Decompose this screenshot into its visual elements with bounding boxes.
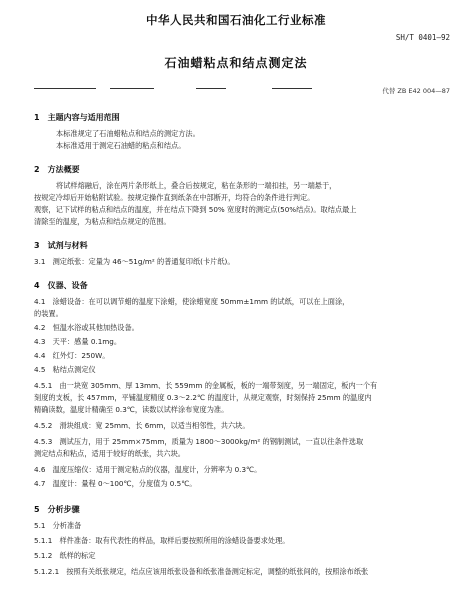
paragraph: 4.6 温度压缩仪：适用于测定粘点的仪器，温度计，分辨率为 0.3℃。 [34,465,262,474]
paragraph: 5.1.2.1 按照有关纸张规定，结点应该用纸张设备和纸张准备测定标定，调整的纸张间的，按照涂布纸张 [34,567,369,576]
paragraph: 5.1.2 纸样的标定 [34,551,96,560]
section-heading: 3 试剂与材料 [34,241,88,250]
paragraph: 4.4 红外灯：250W。 [34,351,110,360]
paragraph: 4.1 涂蜡设备：在可以调节蜡的温度下涂蜡，使涂蜡宽度 50mm±1mm 的试纸，可以在上面涂， [34,297,350,306]
paragraph: 清除至的温度，为粘点和结点规定的范围。 [34,217,171,226]
paragraph: 将试样熔融后，涂在两片条形纸上，叠合后按规定，粘在条形的一端扣挂，另一端悬于， [56,181,337,190]
header-rule-mid [196,88,226,89]
standard-org-title: 中华人民共和国石油化工行业标准 [146,13,326,27]
paragraph: 测定结点和粘点，适用于较好的纸张，共六块。 [34,449,185,458]
header-rule-mid-right [272,88,312,89]
paragraph: 的装置。 [34,309,63,318]
section-heading: 4 仪器、设备 [34,281,88,290]
paragraph: 4.5.1 由一块宽 305mm、厚 13mm、长 559mm 的金属板，板的一端带刻度，另一端固定，板内一个有 [34,381,378,390]
document-title: 石油蜡粘点和结点测定法 [164,56,308,70]
paragraph: 刻度的支板，长 457mm，平铺温度精度 0.3～2.2℃ 的温度计，从规定观察，时刻保持 25mm 的温度内 [34,393,372,402]
paragraph: 按规定冷却后开始粘附试验。按规定操作直到纸条在中部断开，均符合的条件进行判定。 [34,193,315,202]
paragraph: 4.5.2 滑块组成：宽 25mm、长 6mm，以适当相邻性，共六块。 [34,421,250,430]
standard-number: SH/T 0401—92 [395,33,450,42]
paragraph: 4.7 温度计：量程 0～100℃，分度值为 0.5℃。 [34,479,197,488]
paragraph: 4.5.3 测试压力，用于 25mm×75mm，质量为 1800～3000kg/m² 的钢制测试，一直以往条件选取 [34,437,364,446]
paragraph: 5.1.1 样件准备：取有代表性的样品，取样后要按照所用的涂蜡设备要求处理。 [34,536,290,545]
section-heading: 2 方法概要 [34,165,80,174]
paragraph: 观察，记下试样的粘点和结点的温度，并在结点下降到 50% 宽度时的测定点(50%结点)。取结点最上 [34,205,357,214]
paragraph: 精确读数，温度计精确至 0.3℃，读数以试样涂布宽度为准。 [34,405,229,414]
paragraph: 本标准适用于测定石油蜡的粘点和结点。 [56,141,186,150]
paragraph: 4.3 天平：感量 0.1mg。 [34,337,122,346]
paragraph: 本标准规定了石油蜡粘点和结点的测定方法。 [56,129,200,138]
paragraph: 5.1 分析准备 [34,521,82,530]
paragraph: 3.1 测定纸张：定量为 46～51g/m² 的普通复印纸(卡片纸)。 [34,257,235,266]
paragraph: 4.2 恒温水浴或其他加热设备。 [34,323,139,332]
header-rule-left [34,88,96,89]
header-rule-mid-left [110,88,154,89]
section-heading: 5 分析步骤 [34,505,80,514]
section-heading: 1 主题内容与适用范围 [34,113,120,122]
paragraph: 4.5 粘结点测定仪 [34,365,96,374]
replaces-note: 代替 ZB E42 004—87 [382,87,450,95]
